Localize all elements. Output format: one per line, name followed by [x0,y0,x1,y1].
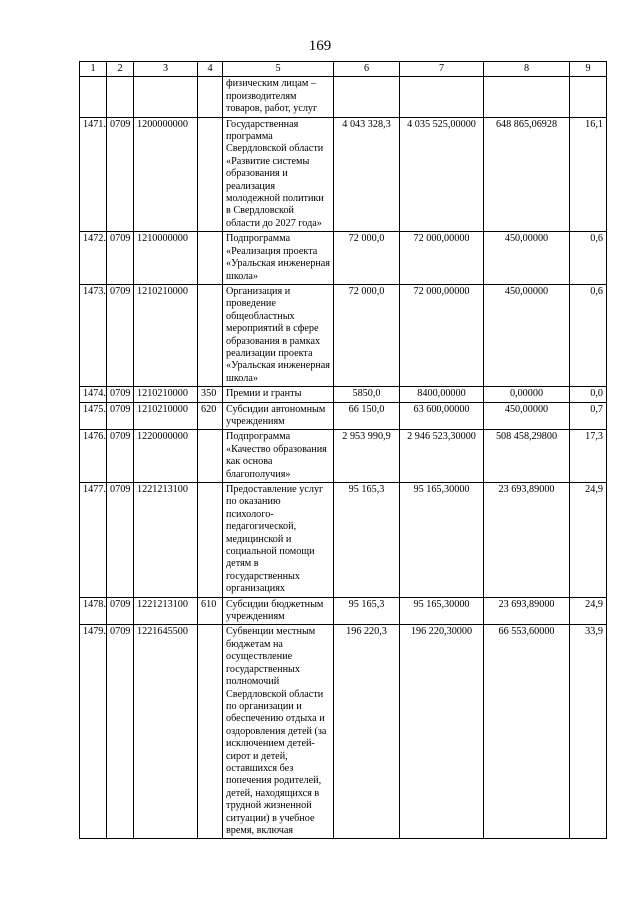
plan-amount-cell: 72 000,0 [334,284,400,386]
section-code-cell: 0709 [107,483,134,598]
item-name-cell: физическим лицам – производителям товаров, работ, услуг [223,77,334,117]
executed-amount-cell: 23 693,89000 [484,483,570,598]
table-row [80,387,607,402]
row-number-cell: 1473. [80,284,107,386]
executed-amount-cell: 0,00000 [484,387,570,402]
target-code-cell: 1221645500 [134,625,198,839]
adjusted-amount-cell: 72 000,00000 [400,232,484,285]
adjusted-amount-cell: 95 165,30000 [400,597,484,625]
adjusted-amount-cell: 8400,00000 [400,387,484,402]
row-number-cell: 1471. [80,117,107,232]
percent-cell: 0,6 [570,284,607,386]
row-number-cell: 1472. [80,232,107,285]
plan-amount-cell: 2 953 990,9 [334,430,400,483]
table-row [80,430,607,483]
target-code-cell: 1210210000 [134,387,198,402]
column-header: 4 [198,62,223,77]
item-name-cell: Государственная программа Свердловской области «Развитие системы образования и реализация молодежной политики в Свердловской области до 2027 года» [223,117,334,232]
column-header: 7 [400,62,484,77]
section-code-cell: 0709 [107,117,134,232]
page-number: 169 [308,38,332,54]
section-code-cell: 0709 [107,387,134,402]
table-row [80,625,607,839]
row-number-cell: 1475. [80,402,107,430]
section-code-cell [107,77,134,117]
row-number-cell: 1474. [80,387,107,402]
expense-kind-cell [198,232,223,285]
item-name-cell: Организация и проведение общеобластных мероприятий в сфере образования в рамках реализации проекта «Уральская инженерная школа» [223,284,334,386]
percent-cell: 17,3 [570,430,607,483]
table-row [80,284,607,386]
row-number-cell: 1477. [80,483,107,598]
row-number-cell [80,77,107,117]
column-header: 8 [484,62,570,77]
target-code-cell: 1210210000 [134,402,198,430]
executed-amount-cell: 508 458,29800 [484,430,570,483]
row-number-cell: 1478. [80,597,107,625]
plan-amount-cell [334,77,400,117]
item-name-cell: Предоставление услуг по оказанию психолого-педагогической, медицинской и социальной помощи детям в государственных организациях [223,483,334,598]
expense-kind-cell [198,483,223,598]
expense-kind-cell [198,430,223,483]
row-number-cell: 1479. [80,625,107,839]
column-header: 6 [334,62,400,77]
plan-amount-cell: 66 150,0 [334,402,400,430]
plan-amount-cell: 95 165,3 [334,597,400,625]
executed-amount-cell: 648 865,06928 [484,117,570,232]
percent-cell: 0,0 [570,387,607,402]
expense-kind-cell: 610 [198,597,223,625]
executed-amount-cell: 450,00000 [484,232,570,285]
column-header: 3 [134,62,198,77]
expense-kind-cell [198,625,223,839]
item-name-cell: Субсидии автономным учреждениям [223,402,334,430]
column-header: 2 [107,62,134,77]
table-row [80,117,607,232]
column-header: 9 [570,62,607,77]
expense-kind-cell: 620 [198,402,223,430]
adjusted-amount-cell: 196 220,30000 [400,625,484,839]
expense-kind-cell: 350 [198,387,223,402]
plan-amount-cell: 72 000,0 [334,232,400,285]
column-header: 1 [80,62,107,77]
section-code-cell: 0709 [107,430,134,483]
percent-cell: 33,9 [570,625,607,839]
section-code-cell: 0709 [107,284,134,386]
target-code-cell: 1210000000 [134,232,198,285]
adjusted-amount-cell: 72 000,00000 [400,284,484,386]
adjusted-amount-cell: 95 165,30000 [400,483,484,598]
item-name-cell: Премии и гранты [223,387,334,402]
percent-cell: 0,6 [570,232,607,285]
table-row [80,77,607,117]
executed-amount-cell: 450,00000 [484,402,570,430]
table-row [80,232,607,285]
target-code-cell: 1200000000 [134,117,198,232]
percent-cell: 24,9 [570,483,607,598]
expense-kind-cell [198,77,223,117]
item-name-cell: Подпрограмма «Качество образования как основа благополучия» [223,430,334,483]
section-code-cell: 0709 [107,232,134,285]
table-row [80,483,607,598]
section-code-cell: 0709 [107,625,134,839]
adjusted-amount-cell: 63 600,00000 [400,402,484,430]
table-header-row [80,62,607,77]
executed-amount-cell: 66 553,60000 [484,625,570,839]
budget-table [79,61,607,839]
item-name-cell: Субвенции местным бюджетам на осуществление государственных полномочий Свердловской области по организации и обеспечению отдыха и оздоровления детей (за исключением детей-сирот и детей, оставшихся без попечения родителей, детей, находящихся в трудной жизненной ситуации) в учебное время, включая [223,625,334,839]
row-number-cell: 1476. [80,430,107,483]
table-row [80,597,607,625]
percent-cell: 24,9 [570,597,607,625]
plan-amount-cell: 95 165,3 [334,483,400,598]
percent-cell: 16,1 [570,117,607,232]
item-name-cell: Субсидии бюджетным учреждениям [223,597,334,625]
target-code-cell [134,77,198,117]
target-code-cell: 1220000000 [134,430,198,483]
column-header: 5 [223,62,334,77]
section-code-cell: 0709 [107,597,134,625]
expense-kind-cell [198,284,223,386]
table-row [80,402,607,430]
target-code-cell: 1210210000 [134,284,198,386]
percent-cell [570,77,607,117]
percent-cell: 0,7 [570,402,607,430]
adjusted-amount-cell: 4 035 525,00000 [400,117,484,232]
plan-amount-cell: 5850,0 [334,387,400,402]
target-code-cell: 1221213100 [134,597,198,625]
plan-amount-cell: 196 220,3 [334,625,400,839]
executed-amount-cell: 450,00000 [484,284,570,386]
adjusted-amount-cell: 2 946 523,30000 [400,430,484,483]
item-name-cell: Подпрограмма «Реализация проекта «Уральская инженерная школа» [223,232,334,285]
target-code-cell: 1221213100 [134,483,198,598]
plan-amount-cell: 4 043 328,3 [334,117,400,232]
adjusted-amount-cell [400,77,484,117]
executed-amount-cell: 23 693,89000 [484,597,570,625]
expense-kind-cell [198,117,223,232]
section-code-cell: 0709 [107,402,134,430]
executed-amount-cell [484,77,570,117]
